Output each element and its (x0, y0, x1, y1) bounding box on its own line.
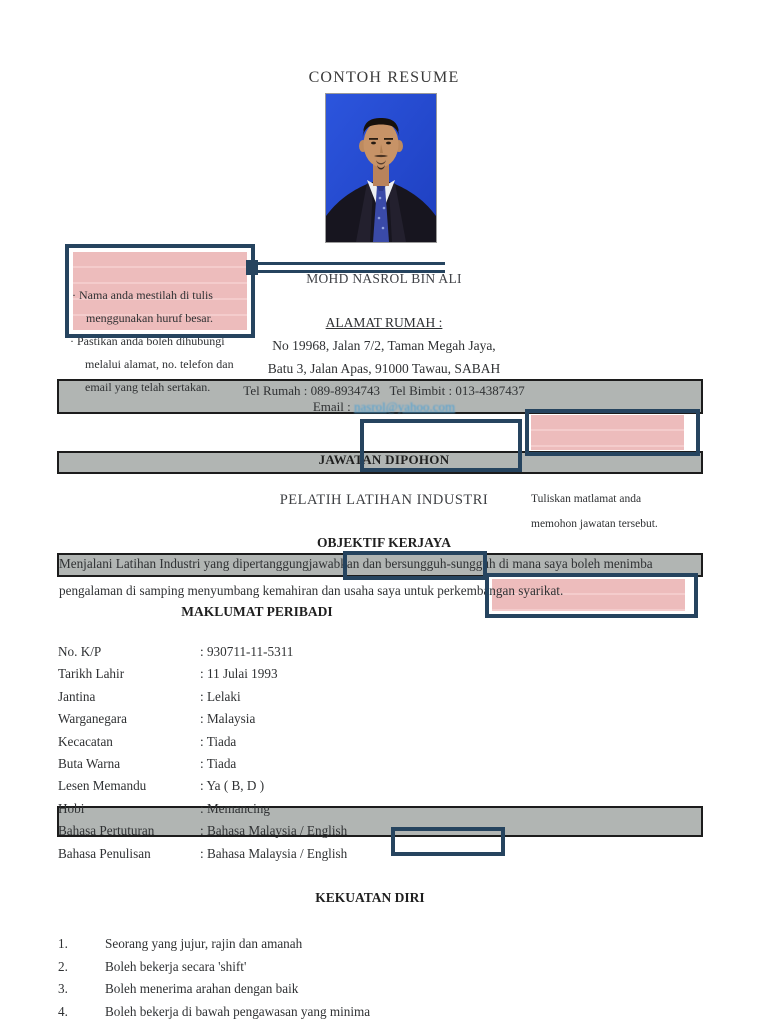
peribadi-value: : Tiada (200, 734, 237, 749)
note-box-2-border (525, 409, 700, 456)
peribadi-value: : 930711-11-5311 (200, 644, 294, 659)
peribadi-value: : Lelaki (200, 689, 241, 704)
list-item-number: 4. (58, 1004, 68, 1019)
note-box-3-border (485, 573, 698, 618)
connector-line (256, 262, 445, 273)
address-heading: ALAMAT RUMAH : (325, 315, 443, 330)
peribadi-value: : Bahasa Malaysia / English (200, 846, 348, 861)
note-2-line-3: email yang telah sertakan. (85, 380, 211, 394)
peribadi-label: Bahasa Penulisan (58, 846, 151, 861)
peribadi-value: : Tiada (200, 756, 237, 771)
objektif-line-2: pengalaman di samping menyumbang kemahiran dan usaha saya untuk perkembangan syarikat. (59, 583, 564, 598)
kekuatan-list (57, 936, 617, 1024)
note-box-1-border (65, 244, 255, 338)
peribadi-label: Tarikh Lahir (58, 666, 125, 681)
peribadi-label: Bahasa Pertuturan (58, 823, 155, 838)
list-item-number: 1. (58, 936, 68, 951)
peribadi-value: : Ya ( B, D ) (200, 778, 265, 793)
telephone-line: Tel Rumah : 089-8934743 Tel Bimbit : 013-4387437 (243, 383, 525, 398)
objektif-heading: OBJEKTIF KERJAYA (317, 535, 451, 550)
list-item-number: 2. (58, 959, 68, 974)
peribadi-table (57, 640, 617, 864)
jawatan-heading: JAWATAN DIPOHON (318, 452, 450, 467)
peribadi-label: Lesen Memandu (58, 778, 147, 793)
note-3-line-1: Tuliskan matlamat anda (531, 493, 642, 505)
peribadi-value: : 11 Julai 1993 (200, 666, 278, 681)
peribadi-label: Hobi (58, 801, 85, 816)
peribadi-label: Kecacatan (58, 734, 113, 749)
peribadi-value: : Memancing (200, 801, 270, 816)
peribadi-label: No. K/P (58, 644, 102, 659)
note-2-line-1: · Pastikan anda boleh dihubungi (70, 334, 225, 348)
note-3-line-2: memohon jawatan tersebut. (531, 518, 658, 530)
list-item-text: Boleh menerima arahan dengan baik (105, 981, 299, 996)
outline-rect-jawatan (360, 419, 522, 472)
peribadi-label: Warganegara (58, 711, 127, 726)
jawatan-value: PELATIH LATIHAN INDUSTRI (279, 492, 489, 508)
note-2-line-2: melalui alamat, no. telefon dan (85, 357, 234, 371)
list-item-text: Boleh bekerja secara 'shift' (105, 959, 247, 974)
list-item-number: 3. (58, 981, 68, 996)
objektif-line-1: Menjalani Latihan Industri yang dipertanggungjawabkan dan bersungguh-sungguh di mana saya boleh menimba (59, 556, 653, 571)
outline-rect-objektif (343, 551, 487, 580)
note-1-line-2: menggunakan huruf besar. (86, 311, 213, 325)
candidate-name: MOHD NASROL BIN ALI (306, 271, 462, 286)
address-line-1: No 19968, Jalan 7/2, Taman Megah Jaya, (272, 338, 496, 353)
kekuatan-heading: KEKUATAN DIRI (315, 890, 425, 905)
address-line-2: Batu 3, Jalan Apas, 91000 Tawau, SABAH (267, 361, 501, 376)
note-1-line-1: · Nama anda mestilah di tulis (72, 288, 213, 302)
peribadi-value: : Bahasa Malaysia / English (200, 823, 348, 838)
peribadi-label: Jantina (58, 689, 96, 704)
outline-rect-bahasa (391, 827, 505, 856)
peribadi-label: Buta Warna (58, 756, 121, 771)
list-item-text: Seorang yang jujur, rajin dan amanah (105, 936, 303, 951)
peribadi-value: : Malaysia (200, 711, 256, 726)
email-label: Email : (312, 399, 354, 414)
email-link[interactable]: nasrol@yahoo.com (354, 399, 456, 414)
page-title: CONTOH RESUME (308, 69, 460, 86)
passport-photo (325, 93, 437, 243)
peribadi-heading: MAKLUMAT PERIBADI (181, 604, 333, 619)
list-item-text: Boleh bekerja di bawah pengawasan yang minima (105, 1004, 371, 1019)
